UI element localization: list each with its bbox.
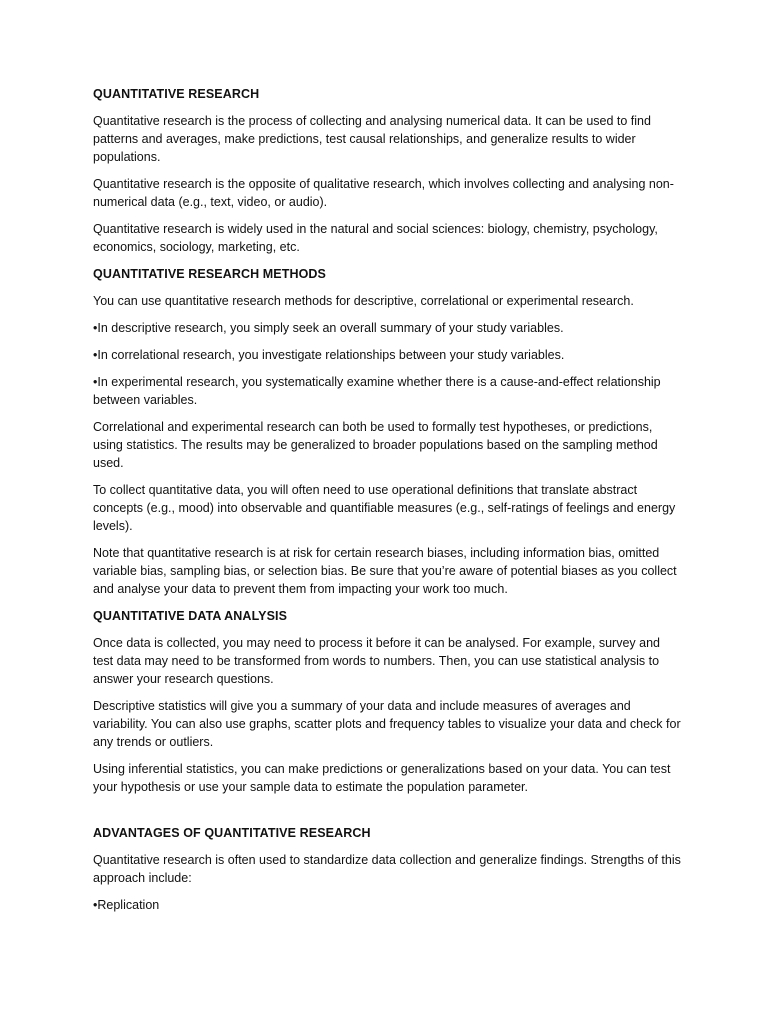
heading-quantitative-research: QUANTITATIVE RESEARCH xyxy=(93,87,260,101)
heading-advantages: ADVANTAGES OF QUANTITATIVE RESEARCH xyxy=(93,826,371,840)
paragraph-hypothesis-testing: Correlational and experimental research can both be used to formally test hypotheses, or predictions, using statistics. The results may be generalized to broader populations based on the sampling method used. xyxy=(93,420,658,470)
paragraph-descriptive-statistics: Descriptive statistics will give you a summary of your data and include measures of averages and variability. You can also use graphs, scatter plots and frequency tables to visualize your data and check for any trends or outliers. xyxy=(93,699,681,749)
heading-data-analysis: QUANTITATIVE DATA ANALYSIS xyxy=(93,609,288,623)
bullet-experimental: •In experimental research, you systematically examine whether there is a cause-and-effect relationship between variables. xyxy=(93,375,661,407)
paragraph-research-biases: Note that quantitative research is at risk for certain research biases, including information bias, omitted variable bias, sampling bias, or selection bias. Be sure that you’re aware of potential biases as you collect and analyse your data to prevent them from impacting your work too much. xyxy=(93,546,677,596)
paragraph-inferential-statistics: Using inferential statistics, you can make predictions or generalizations based on your data. You can test your hypothesis or use your sample data to estimate the population parameter. xyxy=(93,762,671,794)
paragraph-methods-intro: You can use quantitative research methods for descriptive, correlational or experimental research. xyxy=(93,294,634,308)
paragraph-strengths-intro: Quantitative research is often used to standardize data collection and generalize findings. Strengths of this approach include: xyxy=(93,853,681,885)
paragraph-opposite-qualitative: Quantitative research is the opposite of qualitative research, which involves collecting and analysing non-numerical data (e.g., text, video, or audio). xyxy=(93,177,674,209)
heading-research-methods: QUANTITATIVE RESEARCH METHODS xyxy=(93,267,326,281)
bullet-descriptive: •In descriptive research, you simply seek an overall summary of your study variables. xyxy=(93,321,564,335)
paragraph-usage-fields: Quantitative research is widely used in the natural and social sciences: biology, chemistry, psychology, economics, sociology, marketing, etc. xyxy=(93,222,658,254)
paragraph-operational-definitions: To collect quantitative data, you will often need to use operational definitions that translate abstract concepts (e.g., mood) into observable and quantifiable measures (e.g., self-ratings of feelings and energy levels). xyxy=(93,483,676,533)
bullet-correlational: •In correlational research, you investigate relationships between your study variables. xyxy=(93,348,565,362)
bullet-replication: •Replication xyxy=(93,898,160,912)
paragraph-data-processing: Once data is collected, you may need to process it before it can be analysed. For example, survey and test data may need to be transformed from words to numbers. Then, you can use statistical analysis to answer your research questions. xyxy=(93,636,660,686)
document-body xyxy=(93,85,683,923)
paragraph-definition: Quantitative research is the process of collecting and analysing numerical data. It can be used to find patterns and averages, make predictions, test causal relationships, and generalize results to wider populations. xyxy=(93,114,651,164)
